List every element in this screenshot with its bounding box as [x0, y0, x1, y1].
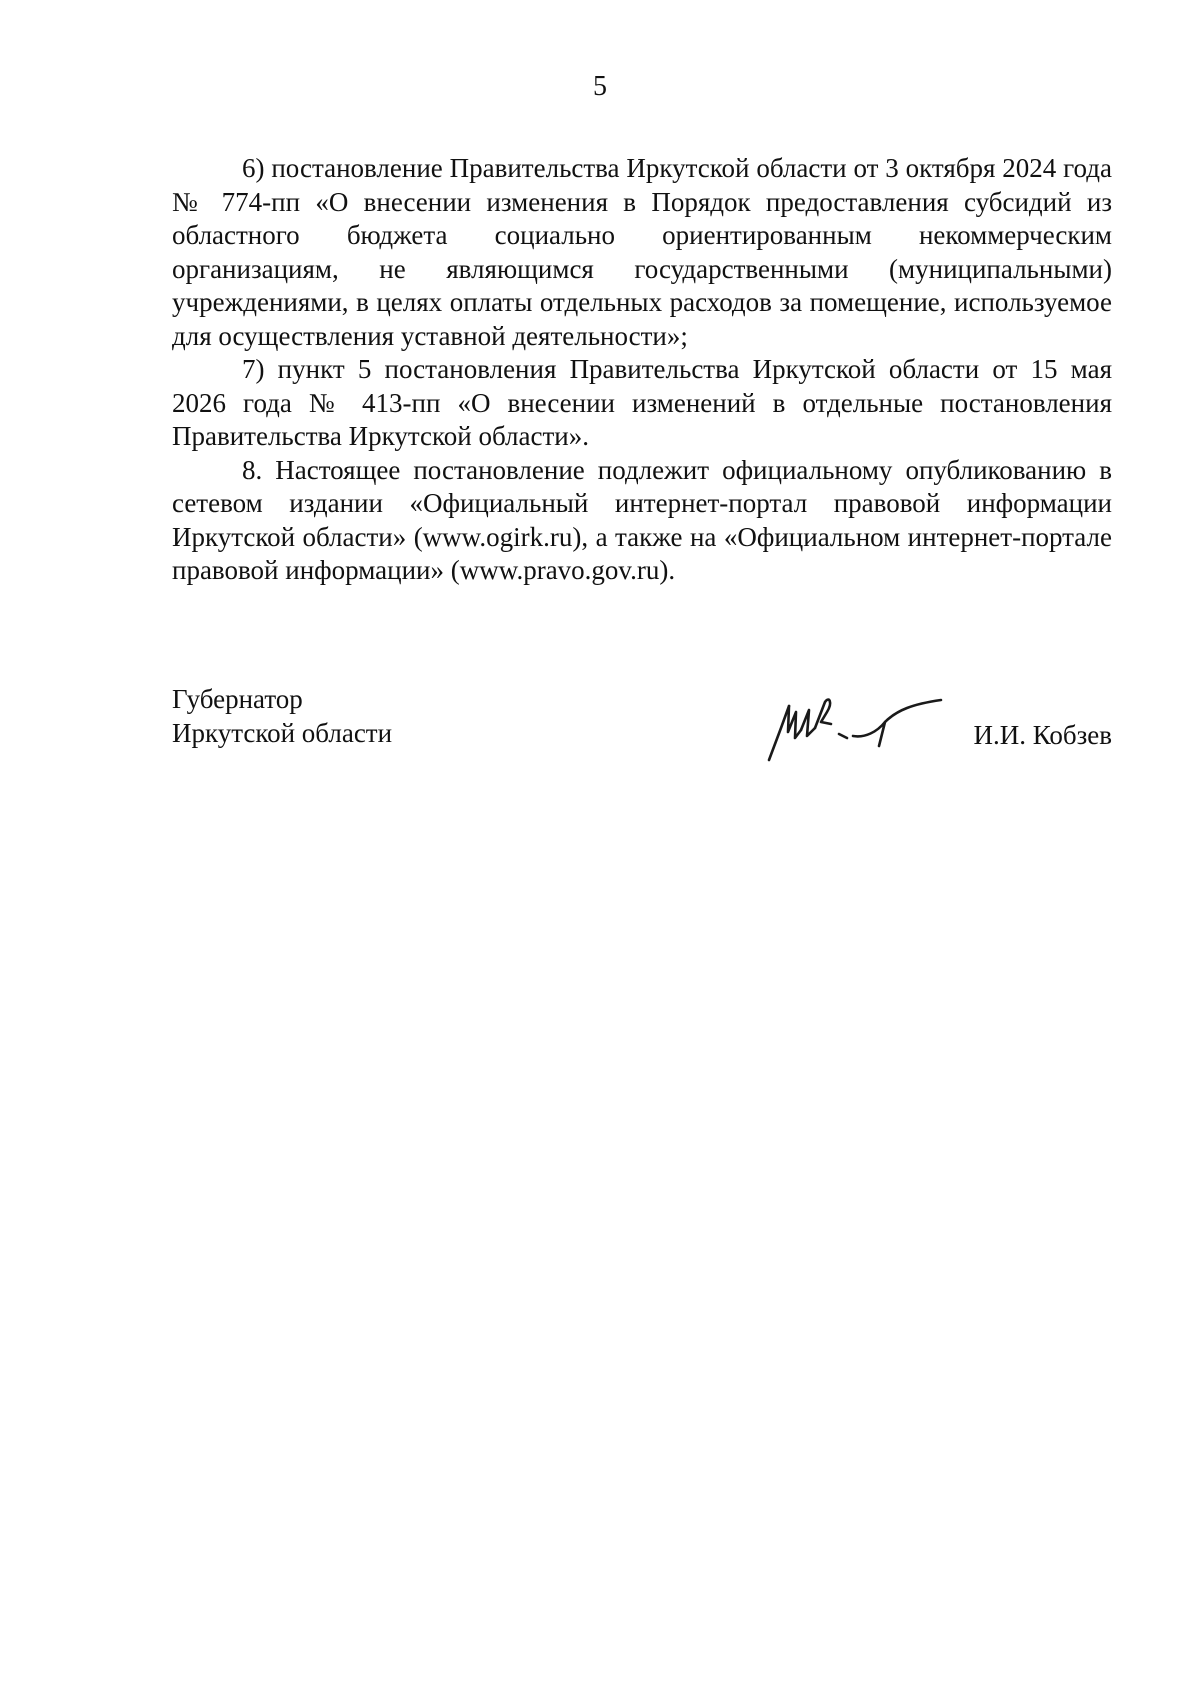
- paragraph-item-7: 7) пункт 5 постановления Правительства Иркутской области от 15 мая 2026 года № 413-пп «О внесении изменений в отдельные постановления Правительства Иркутской области».: [172, 354, 1112, 451]
- signature-block: [172, 682, 1112, 762]
- page-number: 5: [593, 71, 607, 102]
- signatory-title: [172, 682, 392, 750]
- handwritten-signature: [765, 688, 955, 764]
- signatory-title-line2: Иркутской области: [172, 718, 393, 748]
- document-body: [172, 152, 1112, 588]
- signatory-title-line1: Губернатор: [172, 684, 303, 714]
- paragraph-item-8: 8. Настоящее постановление подлежит официальному опубликованию в сетевом издании «Официальный интернет-портал правовой информации Иркутской области» (www.ogirk.ru), а также на «Официальном интернет-портале правовой информации» (www.pravo.gov.ru).: [172, 454, 1112, 585]
- paragraph-item-6: 6) постановление Правительства Иркутской области от 3 октября 2024 года № 774-пп «О внесении изменения в Порядок предоставления субсидий из областного бюджета социально ориентированным некоммерческим организациям, не являющимся государственными (муниципальными) учреждениями, в целях оплаты отдельных расходов за помещение, используемое для осуществления уставной деятельности»;: [172, 153, 1112, 351]
- signatory-name: И.И. Кобзев: [973, 720, 1112, 750]
